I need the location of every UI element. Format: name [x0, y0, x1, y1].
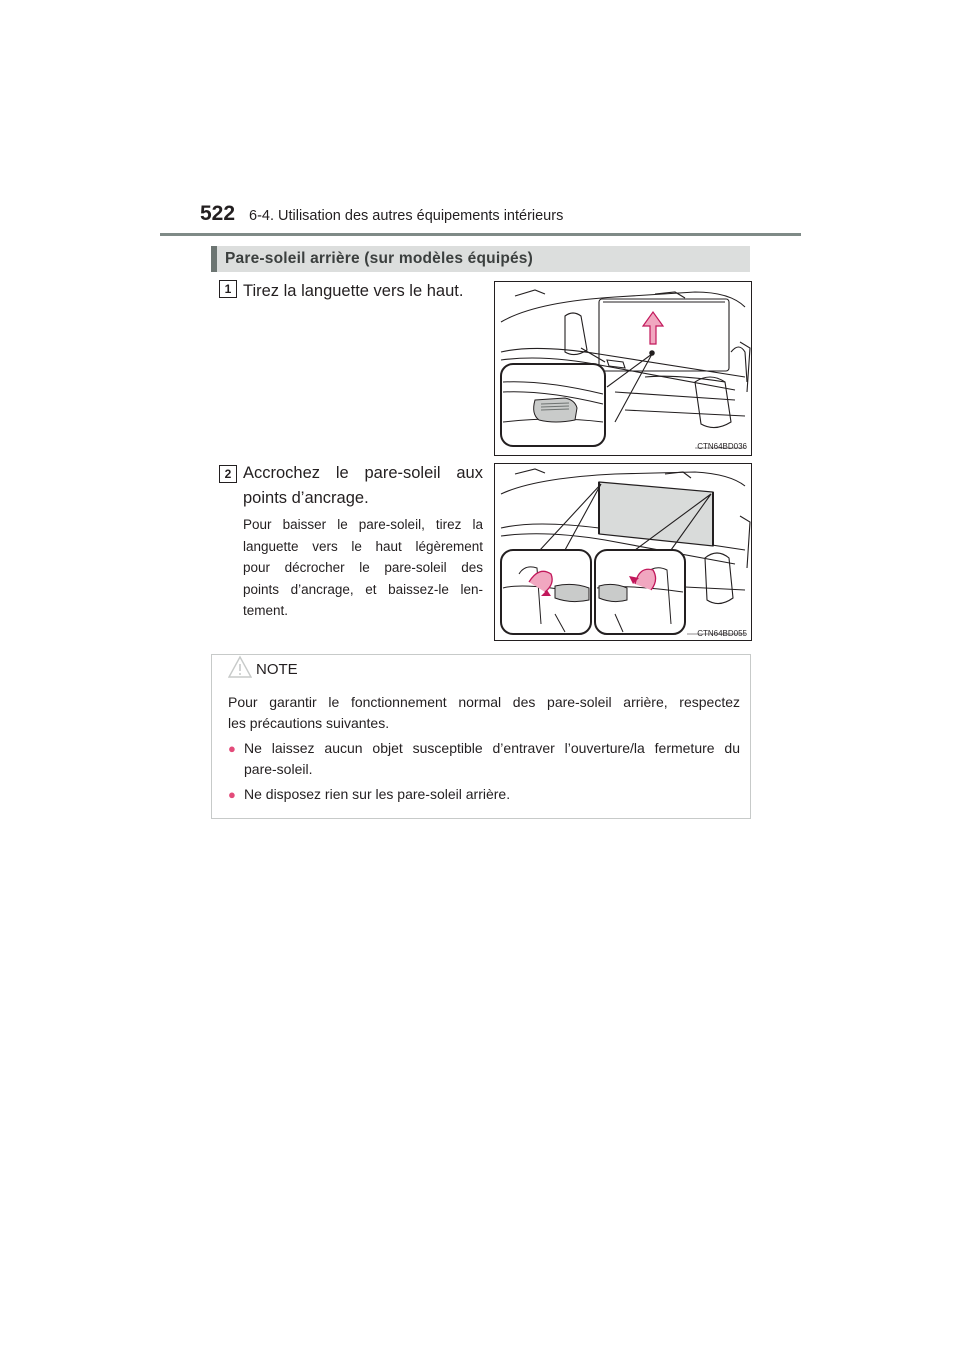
section-title: Pare-soleil arrière (sur modèles équipés) [225, 250, 533, 267]
note-bullet-2 [244, 784, 740, 805]
step-1-number [219, 280, 237, 298]
step-1-text: Tirez la languette vers le haut. [243, 282, 464, 300]
figure-pull-tab [494, 281, 752, 456]
note-bullet-line: Ne laissez aucun objet susceptible d’entraver l’ouverture/la fermeture du [244, 740, 740, 756]
illustration-pull-tab [495, 282, 751, 455]
figure-1-code: CTN64BD036 [697, 442, 747, 451]
page-number: 522 [200, 202, 236, 225]
step-2-desc-line: languette vers le haut légèrement [243, 538, 483, 554]
note-title: NOTE [256, 661, 298, 678]
section-heading-bar [211, 246, 750, 272]
note-intro [228, 692, 740, 734]
step-2-text-line-2: points d’ancrage. [243, 489, 369, 507]
section-accent [211, 246, 217, 272]
step-2-desc-line: pour décrocher le pare-soleil des [243, 560, 483, 575]
step-2-number [219, 465, 237, 483]
warning-icon [228, 655, 252, 684]
figure-2-code: CTN64BD055 [697, 629, 747, 638]
step-2-text-line-1: Accrochez le pare-soleil aux [243, 464, 483, 482]
bullet-icon: ● [228, 787, 236, 802]
note-intro-line: Pour garantir le fonctionnement normal des pare-soleil arrière, respectez [228, 694, 740, 710]
step-1-number-label: 1 [224, 282, 232, 296]
note-bullet-line: Ne disposez rien sur les pare-soleil arrière. [244, 786, 511, 802]
step-2-description [243, 514, 483, 622]
bullet-icon: ● [228, 741, 236, 756]
step-2-desc-line: tement. [243, 603, 289, 618]
step-2-desc-line: Pour baisser le pare-soleil, tirez la [243, 517, 483, 532]
header-divider [160, 233, 801, 236]
figure-anchor-points [494, 463, 752, 641]
note-bullet-line: pare-soleil. [244, 761, 313, 777]
step-2-text [243, 461, 483, 511]
step-2-desc-line: points d’ancrage, et baissez-le len- [243, 581, 483, 597]
note-bullet-1 [244, 738, 740, 780]
note-intro-line: les précautions suivantes. [228, 715, 390, 731]
illustration-anchor-points [495, 464, 751, 640]
chapter-title: 6-4. Utilisation des autres équipements intérieurs [249, 208, 564, 224]
step-2-number-label: 2 [224, 467, 232, 481]
